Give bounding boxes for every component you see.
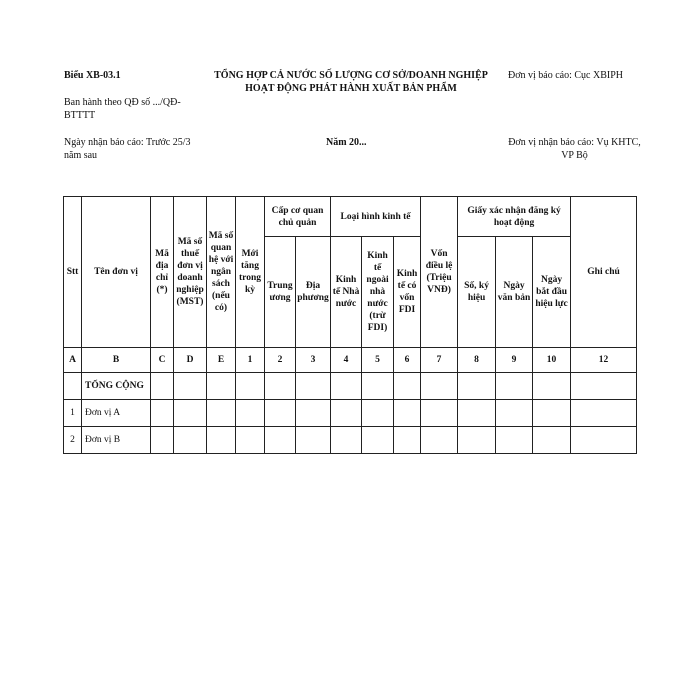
col-agency-group: Cấp cơ quan chủ quản (265, 197, 331, 237)
col-local: Địa phương (296, 237, 331, 348)
col-charter-capital: Vốn điều lệ (Triệu VNĐ) (421, 197, 458, 348)
index-cell: D (174, 348, 207, 373)
row-stt: 1 (64, 400, 82, 427)
index-row (64, 348, 637, 373)
reporting-unit: Đơn vị báo cáo: Cục XBIPH (508, 70, 623, 81)
total-row (64, 373, 637, 400)
index-cell: 5 (362, 348, 394, 373)
table-row (64, 400, 637, 427)
receiving-unit: Đơn vị nhận báo cáo: Vụ KHTC, VP Bộ (508, 137, 641, 161)
col-unit-name: Tên đơn vị (82, 197, 151, 348)
header-row-1 (64, 197, 637, 237)
col-location-code: Mã địa chỉ (*) (151, 197, 174, 348)
col-note: Ghi chú (571, 197, 637, 348)
table-row (64, 427, 637, 454)
col-effective-date: Ngày bắt đầu hiệu lực (533, 237, 571, 348)
col-license-group: Giấy xác nhận đăng ký hoạt động (458, 197, 571, 237)
col-stt: Stt (64, 197, 82, 348)
index-cell: 10 (533, 348, 571, 373)
col-tax-code: Mã số thuế đơn vị doanh nghiệp (MST) (174, 197, 207, 348)
index-cell: 12 (571, 348, 637, 373)
index-cell: C (151, 348, 174, 373)
col-license-no: Số, ký hiệu (458, 237, 496, 348)
col-new-in-period: Mới tăng trong kỳ (236, 197, 265, 348)
index-cell: 4 (331, 348, 362, 373)
index-cell: E (207, 348, 236, 373)
col-economic-group: Loại hình kinh tế (331, 197, 421, 237)
col-non-state: Kinh tế ngoài nhà nước (trừ FDI) (362, 237, 394, 348)
index-cell: 9 (496, 348, 533, 373)
index-cell: A (64, 348, 82, 373)
index-cell: 3 (296, 348, 331, 373)
col-state: Kinh tế Nhà nước (331, 237, 362, 348)
col-budget-code: Mã số quan hệ với ngân sách (nếu có) (207, 197, 236, 348)
index-cell: 2 (265, 348, 296, 373)
row-name: Đơn vị A (82, 400, 151, 427)
receive-date: Ngày nhận báo cáo: Trước 25/3 năm sau (64, 137, 191, 161)
form-code: Biểu XB-03.1 (64, 70, 121, 81)
report-table (63, 196, 637, 454)
report-title (196, 69, 506, 95)
title-line-1: TỔNG HỢP CẢ NƯỚC SỐ LƯỢNG CƠ SỞ/DOANH NGHIỆP (214, 70, 488, 81)
index-cell: 1 (236, 348, 265, 373)
col-issue-date: Ngày văn bản (496, 237, 533, 348)
index-cell: 8 (458, 348, 496, 373)
index-cell: B (82, 348, 151, 373)
col-central: Trung ương (265, 237, 296, 348)
title-line-2: HOẠT ĐỘNG PHÁT HÀNH XUẤT BẢN PHẨM (245, 83, 457, 94)
total-label: TỔNG CỘNG (82, 373, 151, 400)
year-label: Năm 20... (326, 137, 367, 148)
index-cell: 6 (394, 348, 421, 373)
issued-by: Ban hành theo QĐ số .../QĐ-BTTTT (64, 97, 181, 121)
row-name: Đơn vị B (82, 427, 151, 454)
col-fdi: Kinh tế có vốn FDI (394, 237, 421, 348)
index-cell: 7 (421, 348, 458, 373)
row-stt: 2 (64, 427, 82, 454)
